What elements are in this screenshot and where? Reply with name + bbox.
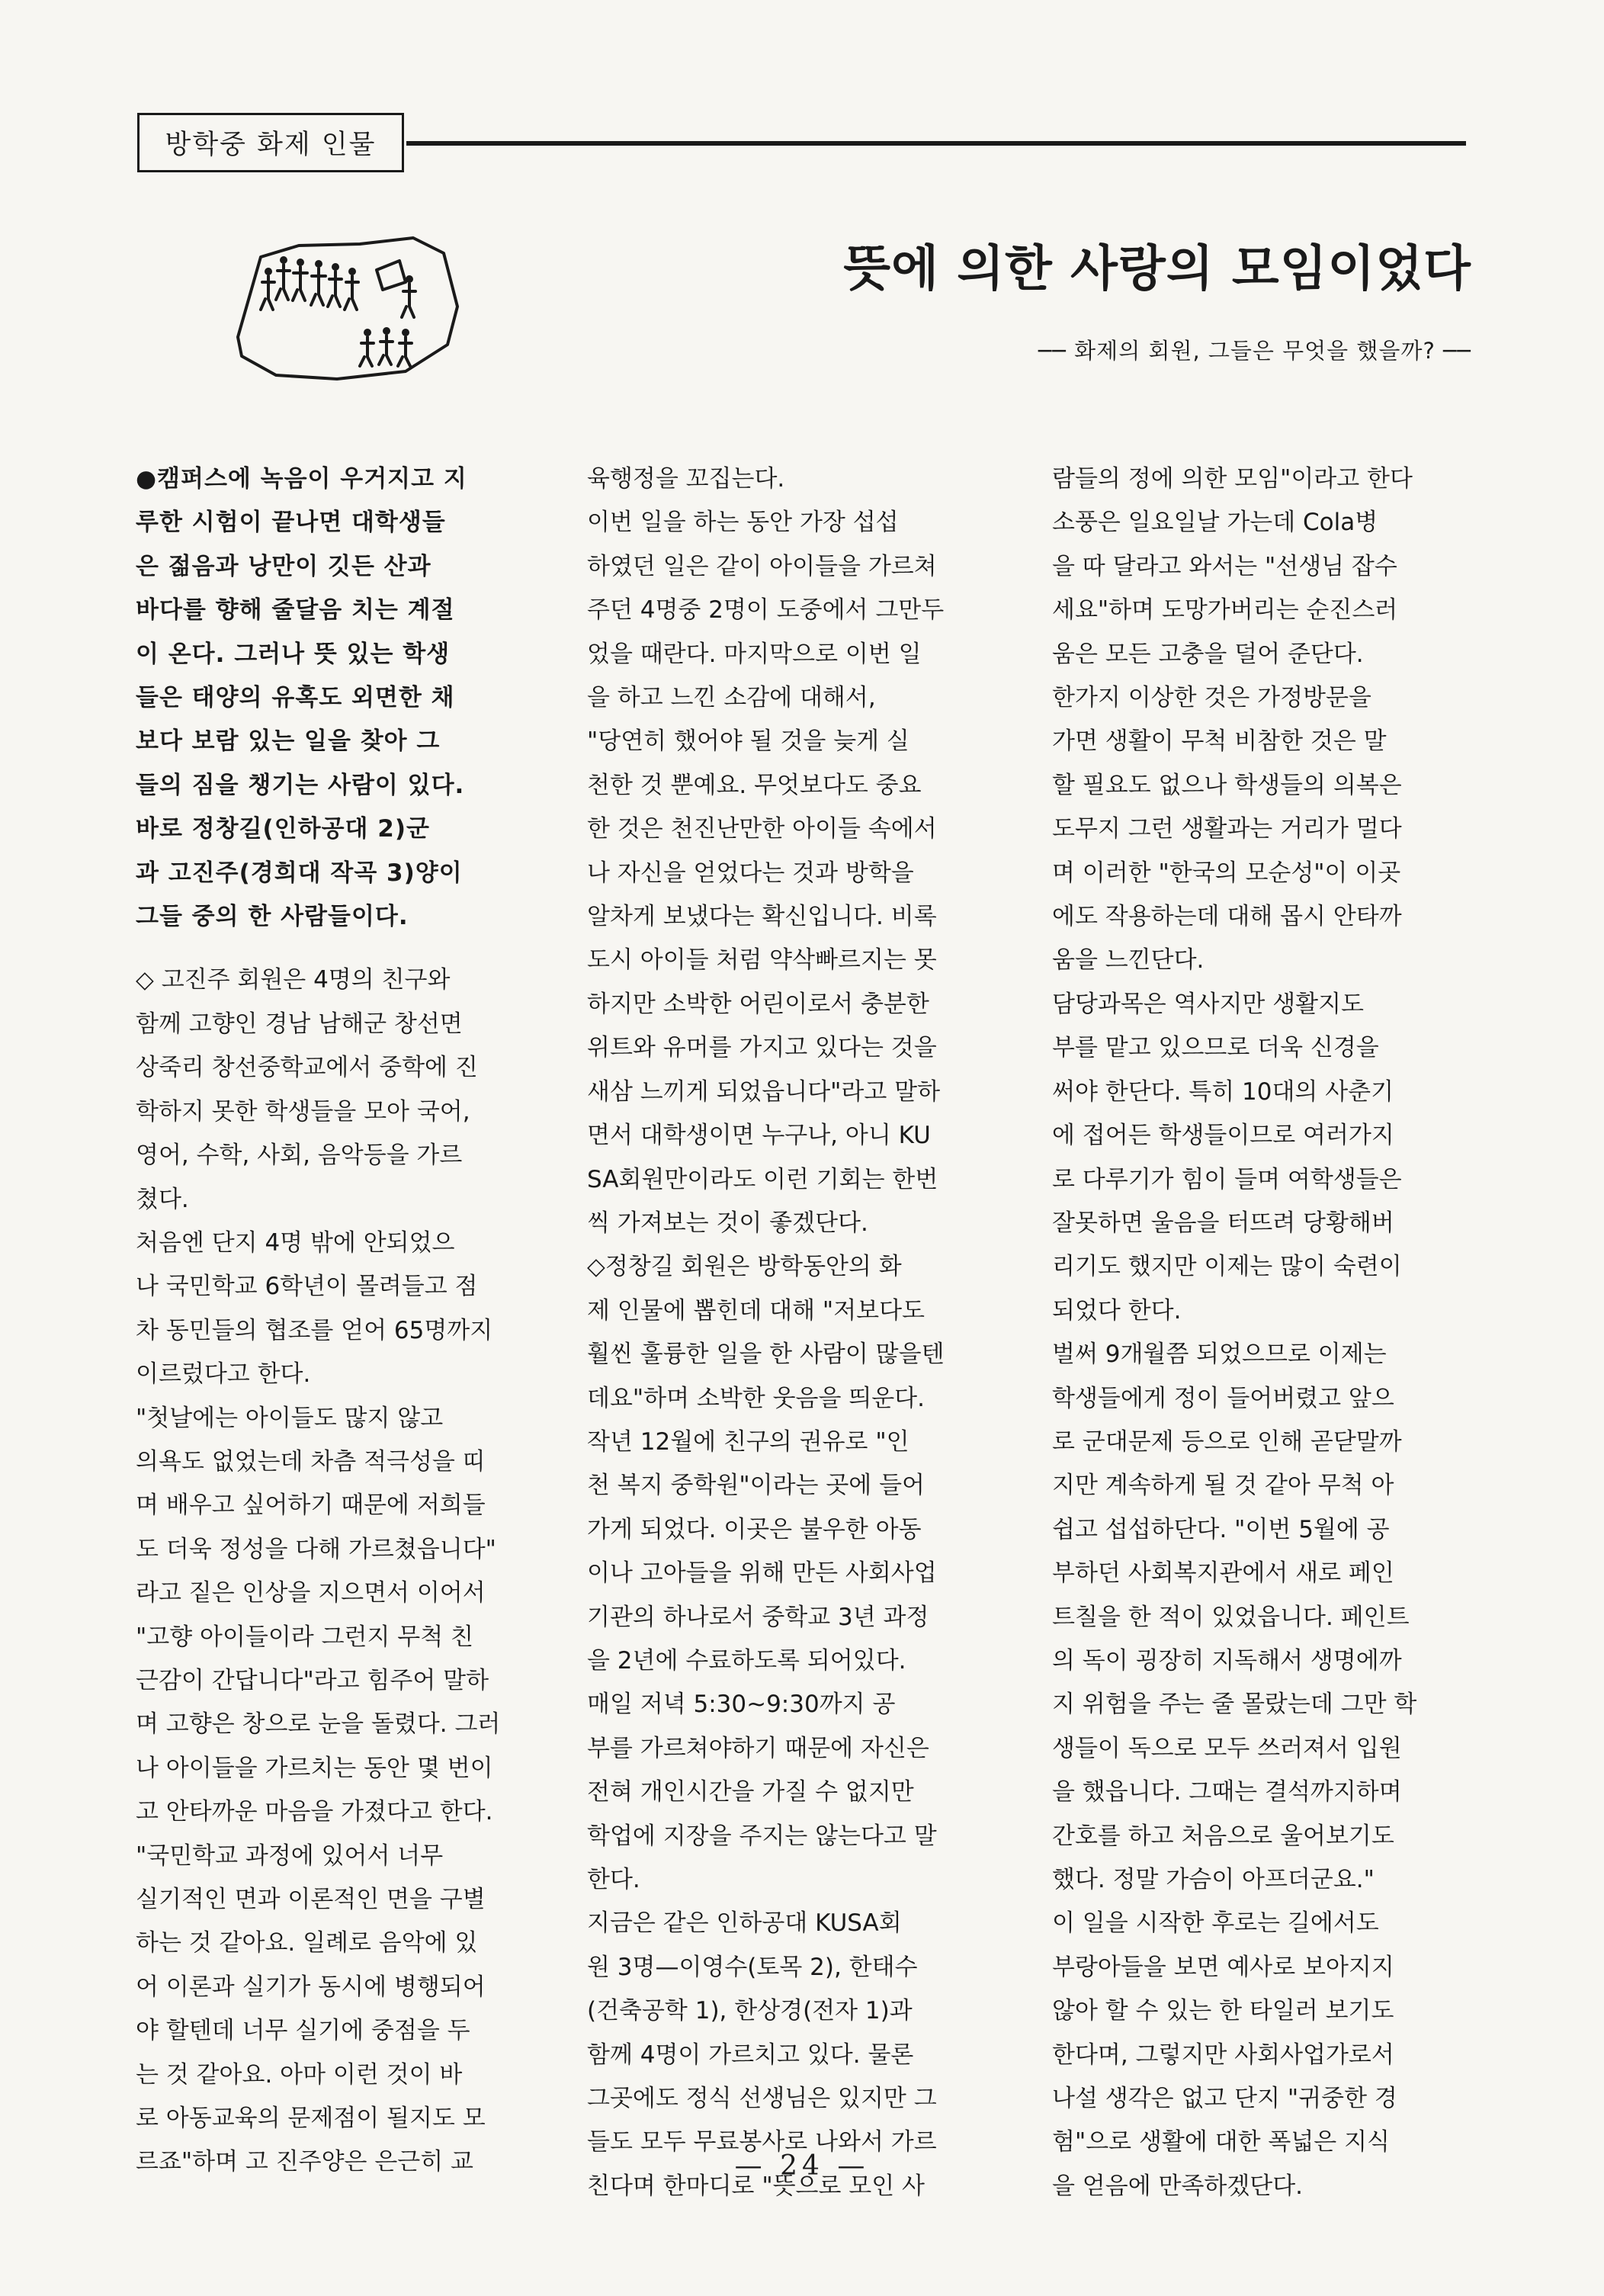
body-line: 한 것은 천진난만한 아이들 속에서 [587, 815, 937, 843]
body-line: 는 것 같아요. 아마 이런 것이 바 [136, 2060, 463, 2089]
illustration-children-sketch [215, 223, 467, 387]
lead-line: 바다를 향해 줄달음 치는 계절 [136, 596, 455, 625]
headline: 뜻에 의한 사랑의 모임이었다 [843, 241, 1471, 297]
body-line: 근감이 간답니다"라고 힘주어 말하 [136, 1666, 489, 1694]
body-line: 가게 되었다. 이곳은 불우한 아동 [587, 1515, 922, 1543]
body-line: 들도 모두 무료봉사로 나와서 가르 [587, 2128, 937, 2156]
body-line: 천한 것 뿐예요. 무엇보다도 중요 [587, 771, 922, 799]
body-line: 위트와 유머를 가지고 있다는 것을 [587, 1034, 937, 1062]
lead-line: 보다 보람 있는 일을 찾아 그 [136, 727, 441, 756]
body-line: 매일 저녁 5:30~9:30까지 공 [587, 1691, 896, 1719]
article-column-1 [136, 458, 532, 2185]
lead-line: 과 고진주(경희대 작곡 3)양이 [136, 859, 463, 887]
body-line: 움은 모든 고충을 덜어 준단다. [1052, 640, 1364, 668]
body-line: 험"으로 생활에 대한 폭넓은 지식 [1052, 2128, 1390, 2156]
body-line: 지 위험을 주는 줄 몰랐는데 그만 학 [1052, 1691, 1417, 1719]
body-line: 그곳에도 정식 선생님은 있지만 그 [587, 2085, 937, 2113]
lead-line: 루한 시험이 끝나면 대학생들 [136, 509, 446, 537]
body-line: 이르렀다고 한다. [136, 1360, 311, 1389]
body-line: 어 이론과 실기가 동시에 병행되어 [136, 1973, 486, 2001]
body-line: 영어, 수학, 사회, 음악등을 가르 [136, 1142, 463, 1170]
body-line: 로 다루기가 힘이 들며 여학생들은 [1052, 1165, 1402, 1193]
body-line: 하는 것 같아요. 일례로 음악에 있 [136, 1929, 478, 1957]
lead-line: 들은 태양의 유혹도 외면한 채 [136, 684, 455, 712]
body-line: 육행정을 꼬집는다. [587, 465, 785, 493]
body-line: 나 아이들을 가르치는 동안 몇 번이 [136, 1754, 493, 1782]
body-line: 움을 느낀단다. [1052, 946, 1205, 975]
body-line: 친다며 한마디로 "뜻으로 모인 사 [587, 2172, 925, 2200]
body-line: 처음엔 단지 4명 밖에 안되었으 [136, 1228, 455, 1257]
body-line: 했다. 정말 가슴이 아프더군요." [1052, 1866, 1375, 1893]
body-line: 이 일을 시작한 후로는 길에서도 [1052, 1909, 1379, 1938]
body-line: 면서 대학생이면 누구나, 아니 KU [587, 1122, 931, 1150]
body-line: 지금은 같은 인하공대 KUSA회 [587, 1909, 902, 1938]
body-line: 되었다 한다. [1052, 1296, 1182, 1325]
body-line: 부를 맡고 있으므로 더욱 신경을 [1052, 1034, 1379, 1062]
body-line: 실기적인 면과 이론적인 면을 구별 [136, 1886, 486, 1913]
body-line: 전혀 개인시간을 가질 수 없지만 [587, 1778, 914, 1806]
body-line: 제 인물에 뽑힌데 대해 "저보다도 [587, 1296, 925, 1325]
body-line: 학생들에게 정이 들어버렸고 앞으 [1052, 1384, 1394, 1412]
body-line: 나 국민학교 6학년이 몰려들고 점 [136, 1273, 478, 1301]
body-line: 을 따 달라고 와서는 "선생님 잡수 [1052, 552, 1397, 580]
body-line: 나 자신을 얻었다는 것과 방학을 [587, 859, 914, 887]
lead-line: 은 젊음과 낭만이 깃든 산과 [136, 552, 431, 580]
body-line: 소풍은 일요일날 가는데 Cola병 [1052, 509, 1378, 537]
body-line: 야 할텐데 너무 실기에 중점을 두 [136, 2017, 470, 2045]
body-line: 기관의 하나로서 중학교 3년 과정 [587, 1603, 929, 1631]
body-line: 간호를 하고 처음으로 울어보기도 [1052, 1822, 1394, 1850]
body-line: 데요"하며 소박한 웃음을 띄운다. [587, 1384, 925, 1412]
body-line: 의욕도 없었는데 차츰 적극성을 띠 [136, 1447, 486, 1476]
body-line: 한가지 이상한 것은 가정방문을 [1052, 684, 1371, 712]
body-line: 할 필요도 없으나 학생들의 의복은 [1052, 771, 1402, 799]
body-line: 하지만 소박한 어린이로서 충분한 [587, 990, 929, 1018]
body-line: ◇ 고진주 회원은 4명의 친구와 [136, 966, 451, 994]
body-line: 을 얻음에 만족하겠단다. [1052, 2172, 1304, 2200]
body-line: 차 동민들의 협조를 얻어 65명까지 [136, 1316, 493, 1344]
body-line: 쳤다. [136, 1185, 189, 1213]
body-line: 도무지 그런 생활과는 거리가 멀다 [1052, 815, 1402, 843]
article-column-3 [1052, 458, 1487, 2208]
body-line: 담당과목은 역사지만 생활지도 [1052, 990, 1365, 1018]
body-line: 작년 12월에 친구의 권유로 "인 [587, 1427, 909, 1456]
article-column-2 [587, 458, 1022, 2208]
body-line: 천 복지 중학원"이라는 곳에 들어 [587, 1472, 925, 1500]
body-line: 며 고향은 창으로 눈을 돌렸다. 그러 [136, 1710, 501, 1739]
body-line: 하였던 일은 같이 아이들을 가르쳐 [587, 552, 937, 580]
body-line: 학하지 못한 학생들을 모아 국어, [136, 1097, 470, 1126]
body-line: 주던 4명중 2명이 도중에서 그만두 [587, 596, 945, 625]
body-line: 며 배우고 싶어하기 때문에 저희들 [136, 1492, 486, 1520]
body-line: 학업에 지장을 주지는 않는다고 말 [587, 1822, 937, 1850]
body-line: 지만 계속하게 될 것 같아 무척 아 [1052, 1472, 1394, 1500]
body-line: 쉽고 섭섭하단다. "이번 5월에 공 [1052, 1515, 1390, 1543]
lead-line: 들의 짐을 챙기는 사람이 있다. [136, 771, 465, 799]
lead-line: 바로 정창길(인하공대 2)군 [136, 815, 430, 843]
body-line: 세요"하며 도망가버리는 순진스러 [1052, 596, 1398, 625]
body-line: 나설 생각은 없고 단지 "귀중한 경 [1052, 2085, 1397, 2113]
body-line: 씩 가져보는 것이 좋겠단다. [587, 1209, 868, 1237]
body-line: 알차게 보냈다는 확신입니다. 비록 [587, 903, 937, 931]
body-line: 벌써 9개월쯤 되었으므로 이제는 [1052, 1341, 1387, 1369]
section-label: 방학중 화제 인물 [137, 113, 404, 172]
body-line: "당연히 했어야 될 것을 늦게 실 [587, 727, 909, 756]
body-line: SA회원만이라도 이런 기회는 한번 [587, 1165, 938, 1193]
body-line: 생들이 독으로 모두 쓰러져서 입원 [1052, 1734, 1402, 1762]
body-line: 에도 작용하는데 대해 몹시 안타까 [1052, 903, 1402, 931]
lead-line: ●캠퍼스에 녹음이 우거지고 지 [136, 465, 467, 493]
body-line: 함께 4명이 가르치고 있다. 물론 [587, 2041, 914, 2069]
lead-separator [136, 939, 532, 959]
body-line: 리기도 했지만 이제는 많이 숙련이 [1052, 1253, 1402, 1281]
body-line: "고향 아이들이라 그런지 무척 친 [136, 1623, 473, 1651]
body-line: 부를 가르쳐야하기 때문에 자신은 [587, 1734, 929, 1762]
body-line: "첫날에는 아이들도 많지 않고 [136, 1404, 444, 1432]
body-line: 을 하고 느낀 소감에 대해서, [587, 684, 876, 712]
body-line: 에 접어든 학생들이므로 여러가지 [1052, 1122, 1394, 1150]
lead-line: 이 온다. 그러나 뜻 있는 학생 [136, 640, 451, 668]
body-line: 훨씬 훌륭한 일을 한 사람이 많을텐 [587, 1341, 945, 1369]
body-line: 라고 짙은 인상을 지으면서 이어서 [136, 1579, 486, 1607]
body-line: ◇정창길 회원은 방학동안의 화 [587, 1253, 902, 1281]
body-line: 을 했읍니다. 그때는 결석까지하며 [1052, 1778, 1402, 1806]
section-rule [406, 141, 1466, 146]
body-line: 로 군대문제 등으로 인해 곧닫말까 [1052, 1427, 1402, 1456]
page-number: — 24 — [734, 2150, 870, 2182]
body-line: 을 2년에 수료하도록 되어있다. [587, 1646, 906, 1675]
body-line: (건축공학 1), 한상경(전자 1)과 [587, 1997, 913, 2025]
body-line: 도시 아이들 처럼 약삭빠르지는 못 [587, 946, 937, 975]
body-line: 가면 생활이 무척 비참한 것은 말 [1052, 727, 1387, 756]
body-line: 로 아동교육의 문제점이 될지도 모 [136, 2105, 486, 2133]
body-line: 잘못하면 울음을 터뜨려 당황해버 [1052, 1209, 1394, 1237]
body-line: 한다며, 그렇지만 사회사업가로서 [1052, 2041, 1394, 2069]
body-line: 람들의 정에 의한 모임"이라고 한다 [1052, 465, 1413, 493]
body-line: 고 안타까운 마음을 가졌다고 한다. [136, 1798, 493, 1826]
body-line: 이번 일을 하는 동안 가장 섭섭 [587, 509, 899, 537]
body-line: 않아 할 수 있는 한 타일러 보기도 [1052, 1997, 1394, 2025]
body-line: 써야 한단다. 특히 10대의 사춘기 [1052, 1077, 1394, 1106]
body-line: 이나 고아들을 위해 만든 사회사업 [587, 1559, 937, 1588]
body-line: 한다. [587, 1866, 640, 1893]
body-line: 함께 고향인 경남 남해군 창선면 [136, 1010, 463, 1038]
body-line: 의 독이 굉장히 지독해서 생명에까 [1052, 1646, 1402, 1675]
body-line: 새삼 느끼게 되었읍니다"라고 말하 [587, 1077, 941, 1106]
body-line: "국민학교 과정에 있어서 너무 [136, 1842, 444, 1870]
body-line: 부하던 사회복지관에서 새로 페인 [1052, 1559, 1394, 1588]
body-line: 부랑아들을 보면 예사로 보아지지 [1052, 1953, 1394, 1981]
body-line: 며 이러한 "한국의 모순성"이 이곳 [1052, 859, 1401, 887]
body-line: 상죽리 창선중학교에서 중학에 진 [136, 1054, 478, 1082]
body-line: 트칠을 한 적이 있었읍니다. 페인트 [1052, 1603, 1410, 1631]
body-line: 었을 때란다. 마지막으로 이번 일 [587, 640, 922, 668]
subtitle: ── 화제의 회원, 그들은 무엇을 했을까? ── [1038, 338, 1471, 364]
body-line: 도 더욱 정성을 다해 가르쳤읍니다" [136, 1535, 496, 1563]
body-line: 르죠"하며 고 진주양은 은근히 교 [136, 2148, 473, 2176]
body-line: 원 3명—이영수(토목 2), 한태수 [587, 1953, 918, 1981]
lead-line: 그들 중의 한 사람들이다. [136, 903, 409, 931]
